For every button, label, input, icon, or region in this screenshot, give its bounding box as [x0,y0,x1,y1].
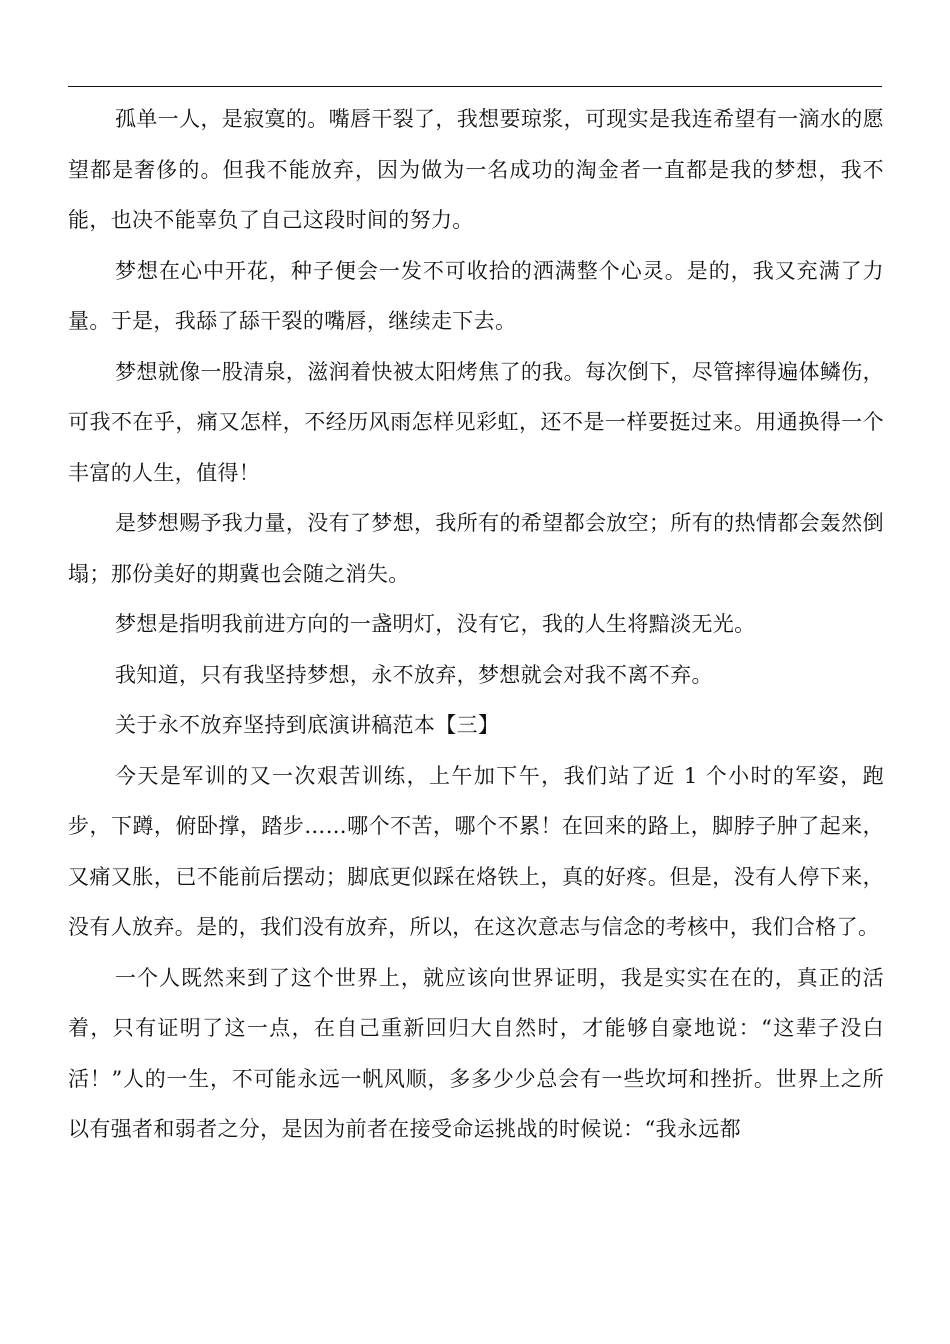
paragraph-7: 今天是军训的又一次艰苦训练，上午加下午，我们站了近 1 个小时的军姿，跑步，下蹲，俯卧撑，踏步……哪个不苦，哪个不累！在回来的路上，脚脖子肿了起来，又痛又胀，已不能前后摆动；脚底更似踩在烙铁上，真的好疼。但是，没有人停下来，没有人放弃。是的，我们没有放弃，所以，在这次意志与信念的考核中，我们合格了。 [68,763,884,939]
paragraph-4: 是梦想赐予我力量，没有了梦想，我所有的希望都会放空；所有的热情都会轰然倒塌；那份美好的期冀也会随之消失。 [68,511,884,586]
section-heading: 关于永不放弃坚持到底演讲稿范本【三】 [115,713,500,737]
paragraph-8: 一个人既然来到了这个世界上，就应该向世界证明，我是实实在在的，真正的活着，只有证明了这一点，在自己重新回归大自然时，才能够自豪地说：“这辈子没白活！”人的一生，不可能永远一帆风顺，多多少少总会有一些坎坷和挫折。世界上之所以有强者和弱者之分，是因为前者在接受命运挑战的时候说：“我永远都 [68,965,884,1141]
paragraph-1: 孤单一人，是寂寞的。嘴唇干裂了，我想要琼浆，可现实是我连希望有一滴水的愿望都是奢侈的。但我不能放弃，因为做为一名成功的淘金者一直都是我的梦想，我不能，也决不能辜负了自己这段时间的努力。 [68,107,884,232]
paragraph-6: 我知道，只有我坚持梦想，永不放弃，梦想就会对我不离不弃。 [115,662,713,687]
paragraph-2: 梦想在心中开花，种子便会一发不可收拾的洒满整个心灵。是的，我又充满了力量。于是，我舔了舔干裂的嘴唇，继续走下去。 [68,258,884,333]
document-body [68,94,884,1155]
header-rule [68,86,882,87]
paragraph-5: 梦想是指明我前进方向的一盏明灯，没有它，我的人生将黯淡无光。 [115,612,756,636]
paragraph-3: 梦想就像一股清泉，滋润着快被太阳烤焦了的我。每次倒下，尽管摔得遍体鳞伤，可我不在乎，痛又怎样，不经历风雨怎样见彩虹，还不是一样要挺过来。用通换得一个丰富的人生，值得！ [68,359,884,485]
